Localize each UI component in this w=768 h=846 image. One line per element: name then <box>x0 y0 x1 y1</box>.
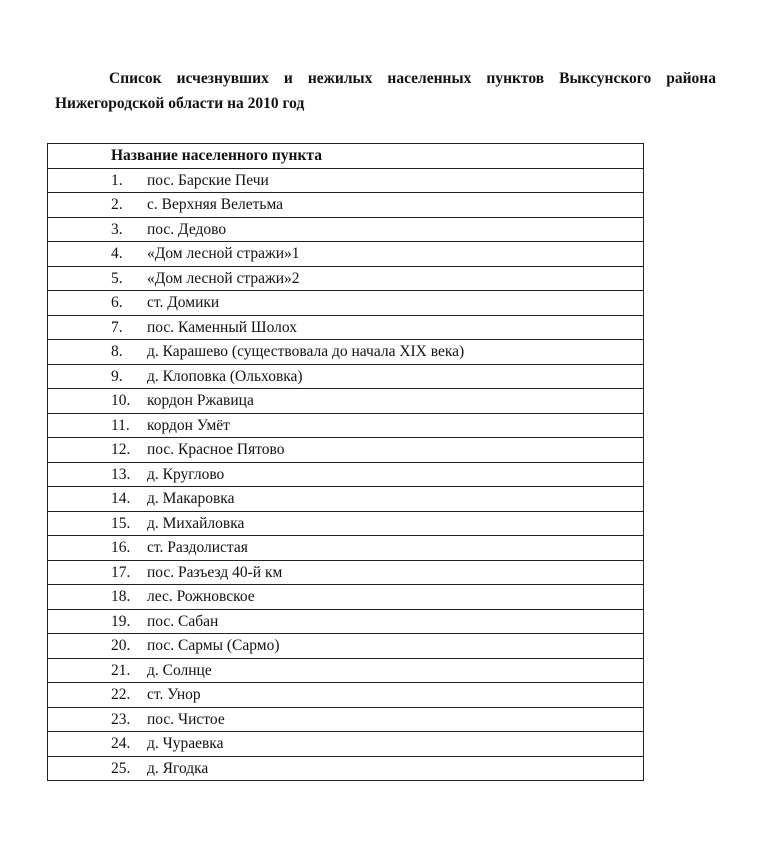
row-number: 16. <box>111 539 131 557</box>
table-cell <box>48 217 644 242</box>
row-number: 11. <box>111 416 130 434</box>
table-row <box>48 732 644 757</box>
settlement-name: лес. Рожновское <box>147 588 255 606</box>
table-cell <box>48 291 644 316</box>
settlement-name: пос. Барские Печи <box>147 171 269 189</box>
row-number: 6. <box>111 294 123 312</box>
settlement-name: пос. Красное Пятово <box>147 441 285 459</box>
table-row <box>48 364 644 389</box>
row-number: 24. <box>111 735 131 753</box>
settlement-name: д. Клоповка (Ольховка) <box>147 367 303 385</box>
row-number: 5. <box>111 269 123 287</box>
row-number: 12. <box>111 441 131 459</box>
settlement-name: пос. Сабан <box>147 612 219 630</box>
table-cell <box>48 242 644 267</box>
table-cell <box>48 413 644 438</box>
settlement-name: ст. Домики <box>147 294 220 312</box>
table-row <box>48 756 644 781</box>
table-row <box>48 193 644 218</box>
row-number: 22. <box>111 686 131 704</box>
row-number: 8. <box>111 343 123 361</box>
row-number: 13. <box>111 465 131 483</box>
settlement-name: с. Верхняя Велетьма <box>147 196 284 214</box>
settlement-name: «Дом лесной стражи»1 <box>147 245 300 263</box>
table-row <box>48 389 644 414</box>
table-cell <box>48 707 644 732</box>
row-number: 20. <box>111 637 131 655</box>
table-cell <box>48 315 644 340</box>
table-cell <box>48 609 644 634</box>
settlement-name: д. Михайловка <box>147 514 245 532</box>
table-row <box>48 168 644 193</box>
table-header-row <box>48 144 644 169</box>
table-row <box>48 683 644 708</box>
table-cell <box>48 364 644 389</box>
table-cell <box>48 511 644 536</box>
row-number: 17. <box>111 563 131 581</box>
table-row <box>48 585 644 610</box>
table-row <box>48 266 644 291</box>
table-row <box>48 217 644 242</box>
table-cell <box>48 389 644 414</box>
table-row <box>48 658 644 683</box>
settlements-table <box>47 143 644 781</box>
row-number: 19. <box>111 612 131 630</box>
table-row <box>48 340 644 365</box>
table-cell <box>48 266 644 291</box>
table-cell <box>48 756 644 781</box>
table-cell <box>48 487 644 512</box>
table-row <box>48 315 644 340</box>
table-row <box>48 707 644 732</box>
table-body <box>48 168 644 781</box>
settlement-name: ст. Раздолистая <box>147 539 248 557</box>
table-cell <box>48 560 644 585</box>
row-number: 21. <box>111 661 131 679</box>
settlement-name: пос. Сармы (Сармо) <box>147 637 280 655</box>
row-number: 25. <box>111 759 131 777</box>
settlement-name: пос. Чистое <box>147 710 225 728</box>
settlement-name: д. Солнце <box>147 661 212 679</box>
settlement-name: д. Карашево (существовала до начала XIX века) <box>147 343 465 361</box>
table-cell <box>48 585 644 610</box>
table-cell <box>48 536 644 561</box>
table-cell <box>48 732 644 757</box>
table-row <box>48 438 644 463</box>
table-cell <box>48 340 644 365</box>
settlement-name: кордон Умёт <box>147 416 230 434</box>
settlement-name: пос. Каменный Шолох <box>147 318 297 336</box>
table-row <box>48 511 644 536</box>
table-row <box>48 462 644 487</box>
table-cell <box>48 634 644 659</box>
row-number: 23. <box>111 710 131 728</box>
settlement-name: д. Круглово <box>147 465 225 483</box>
table-cell <box>48 193 644 218</box>
row-number: 7. <box>111 318 123 336</box>
table-row <box>48 413 644 438</box>
settlement-name: «Дом лесной стражи»2 <box>147 269 300 287</box>
row-number: 18. <box>111 588 131 606</box>
table-row <box>48 487 644 512</box>
column-header-settlement-name: Название населенного пункта <box>48 144 644 169</box>
table-cell <box>48 658 644 683</box>
row-number: 2. <box>111 196 123 214</box>
table-row <box>48 242 644 267</box>
table-row <box>48 634 644 659</box>
table-row <box>48 291 644 316</box>
row-number: 9. <box>111 367 123 385</box>
settlement-name: пос. Разъезд 40-й км <box>147 563 283 581</box>
table-cell <box>48 438 644 463</box>
table-row <box>48 609 644 634</box>
table-row <box>48 560 644 585</box>
row-number: 14. <box>111 490 131 508</box>
row-number: 10. <box>111 392 131 410</box>
row-number: 3. <box>111 220 123 238</box>
table-row <box>48 536 644 561</box>
document-title: Список исчезнувших и нежилых населенных пунктов Выксунского района Нижегородской области на 2010 год <box>55 70 716 112</box>
row-number: 4. <box>111 245 123 263</box>
table-cell <box>48 462 644 487</box>
settlement-name: ст. Унор <box>147 686 201 704</box>
settlement-name: д. Ягодка <box>147 759 209 777</box>
row-number: 15. <box>111 514 131 532</box>
settlement-name: д. Макаровка <box>147 490 235 508</box>
settlement-name: кордон Ржавица <box>147 392 254 410</box>
table-cell <box>48 168 644 193</box>
settlement-name: пос. Дедово <box>147 220 227 238</box>
row-number: 1. <box>111 171 123 189</box>
table-cell <box>48 683 644 708</box>
settlement-name: д. Чураевка <box>147 735 224 753</box>
